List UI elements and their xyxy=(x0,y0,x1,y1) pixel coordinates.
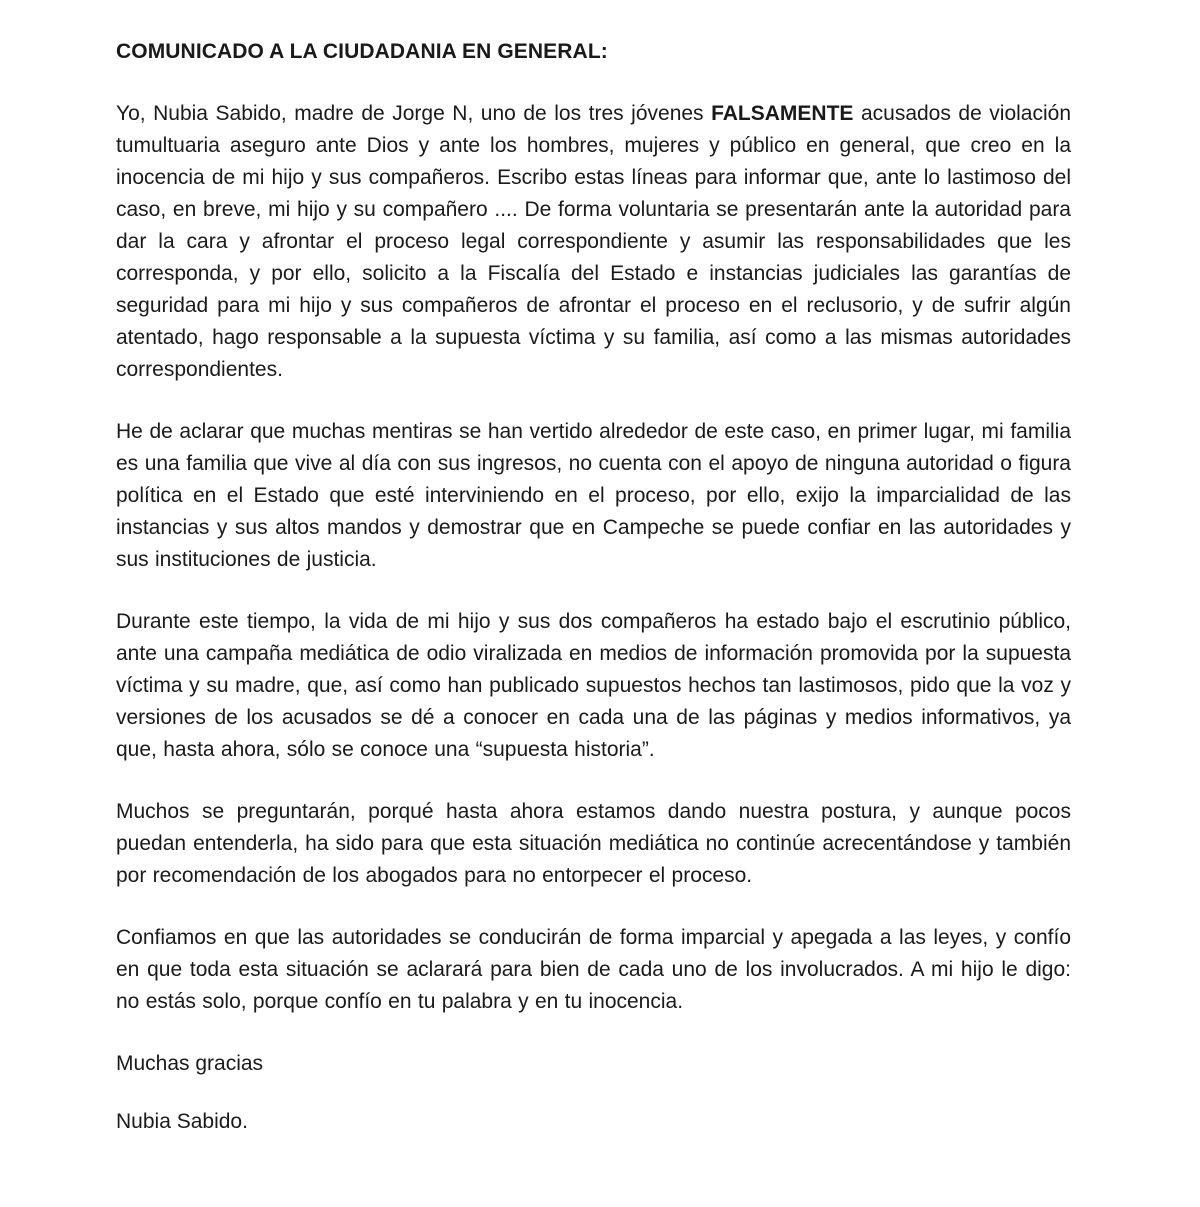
letter-document xyxy=(116,36,1071,1138)
paragraph-1-emphasis: FALSAMENTE xyxy=(711,102,854,125)
signature: Nubia Sabido. xyxy=(116,1110,248,1133)
paragraph-1-intro: Yo, Nubia Sabido, madre de Jorge N, uno de los tres jóvenes xyxy=(116,102,712,125)
closing-line: Muchas gracias xyxy=(116,1052,264,1075)
paragraph-4: Muchos se preguntarán, porqué hasta ahora estamos dando nuestra postura, y aunque pocos puedan entenderla, ha sido para que esta situación mediática no continúe acrecentándose y también por recomendación de los abogados para no entorpecer el proceso. xyxy=(116,800,1071,887)
paragraph-3: Durante este tiempo, la vida de mi hijo y sus dos compañeros ha estado bajo el escrutinio público, ante una campaña mediática de odio viralizada en medios de información promovida por la supuesta víctima y su madre, que, así como han publicado supuestos hechos tan lastimosos, pido que la voz y versiones de los acusados se dé a conocer en cada una de las páginas y medios informativos, ya que, hasta ahora, sólo se conoce una “supuesta historia”. xyxy=(116,610,1071,761)
paragraph-5: Confiamos en que las autoridades se conducirán de forma imparcial y apegada a las leyes, y confío en que toda esta situación se aclarará para bien de cada uno de los involucrados. A mi hijo le digo: no estás solo, porque confío en tu palabra y en tu inocencia. xyxy=(116,926,1071,1013)
paragraph-1-body: acusados de violación tumultuaria aseguro ante Dios y ante los hombres, mujeres y público en general, que creo en la inocencia de mi hijo y sus compañeros. Escribo estas líneas para informar que, ante lo lastimoso del caso, en breve, mi hijo y su compañero .... De forma voluntaria se presentarán ante la autoridad para dar la cara y afrontar el proceso legal correspondiente y asumir las responsabilidades que les corresponda, y por ello, solicito a la Fiscalía del Estado e instancias judiciales las garantías de seguridad para mi hijo y sus compañeros de afrontar el proceso en el reclusorio, y de sufrir algún atentado, hago responsable a la supuesta víctima y su familia, así como a las mismas autoridades correspondientes. xyxy=(116,102,1071,381)
paragraph-2: He de aclarar que muchas mentiras se han vertido alrededor de este caso, en primer lugar, mi familia es una familia que vive al día con sus ingresos, no cuenta con el apoyo de ninguna autoridad o figura política en el Estado que esté interviniendo en el proceso, por ello, exijo la imparcialidad de las instancias y sus altos mandos y demostrar que en Campeche se puede confiar en las autoridades y sus instituciones de justicia. xyxy=(116,420,1071,571)
paragraph-1 xyxy=(116,98,1071,386)
document-title: COMUNICADO A LA CIUDADANIA EN GENERAL: xyxy=(116,40,608,63)
